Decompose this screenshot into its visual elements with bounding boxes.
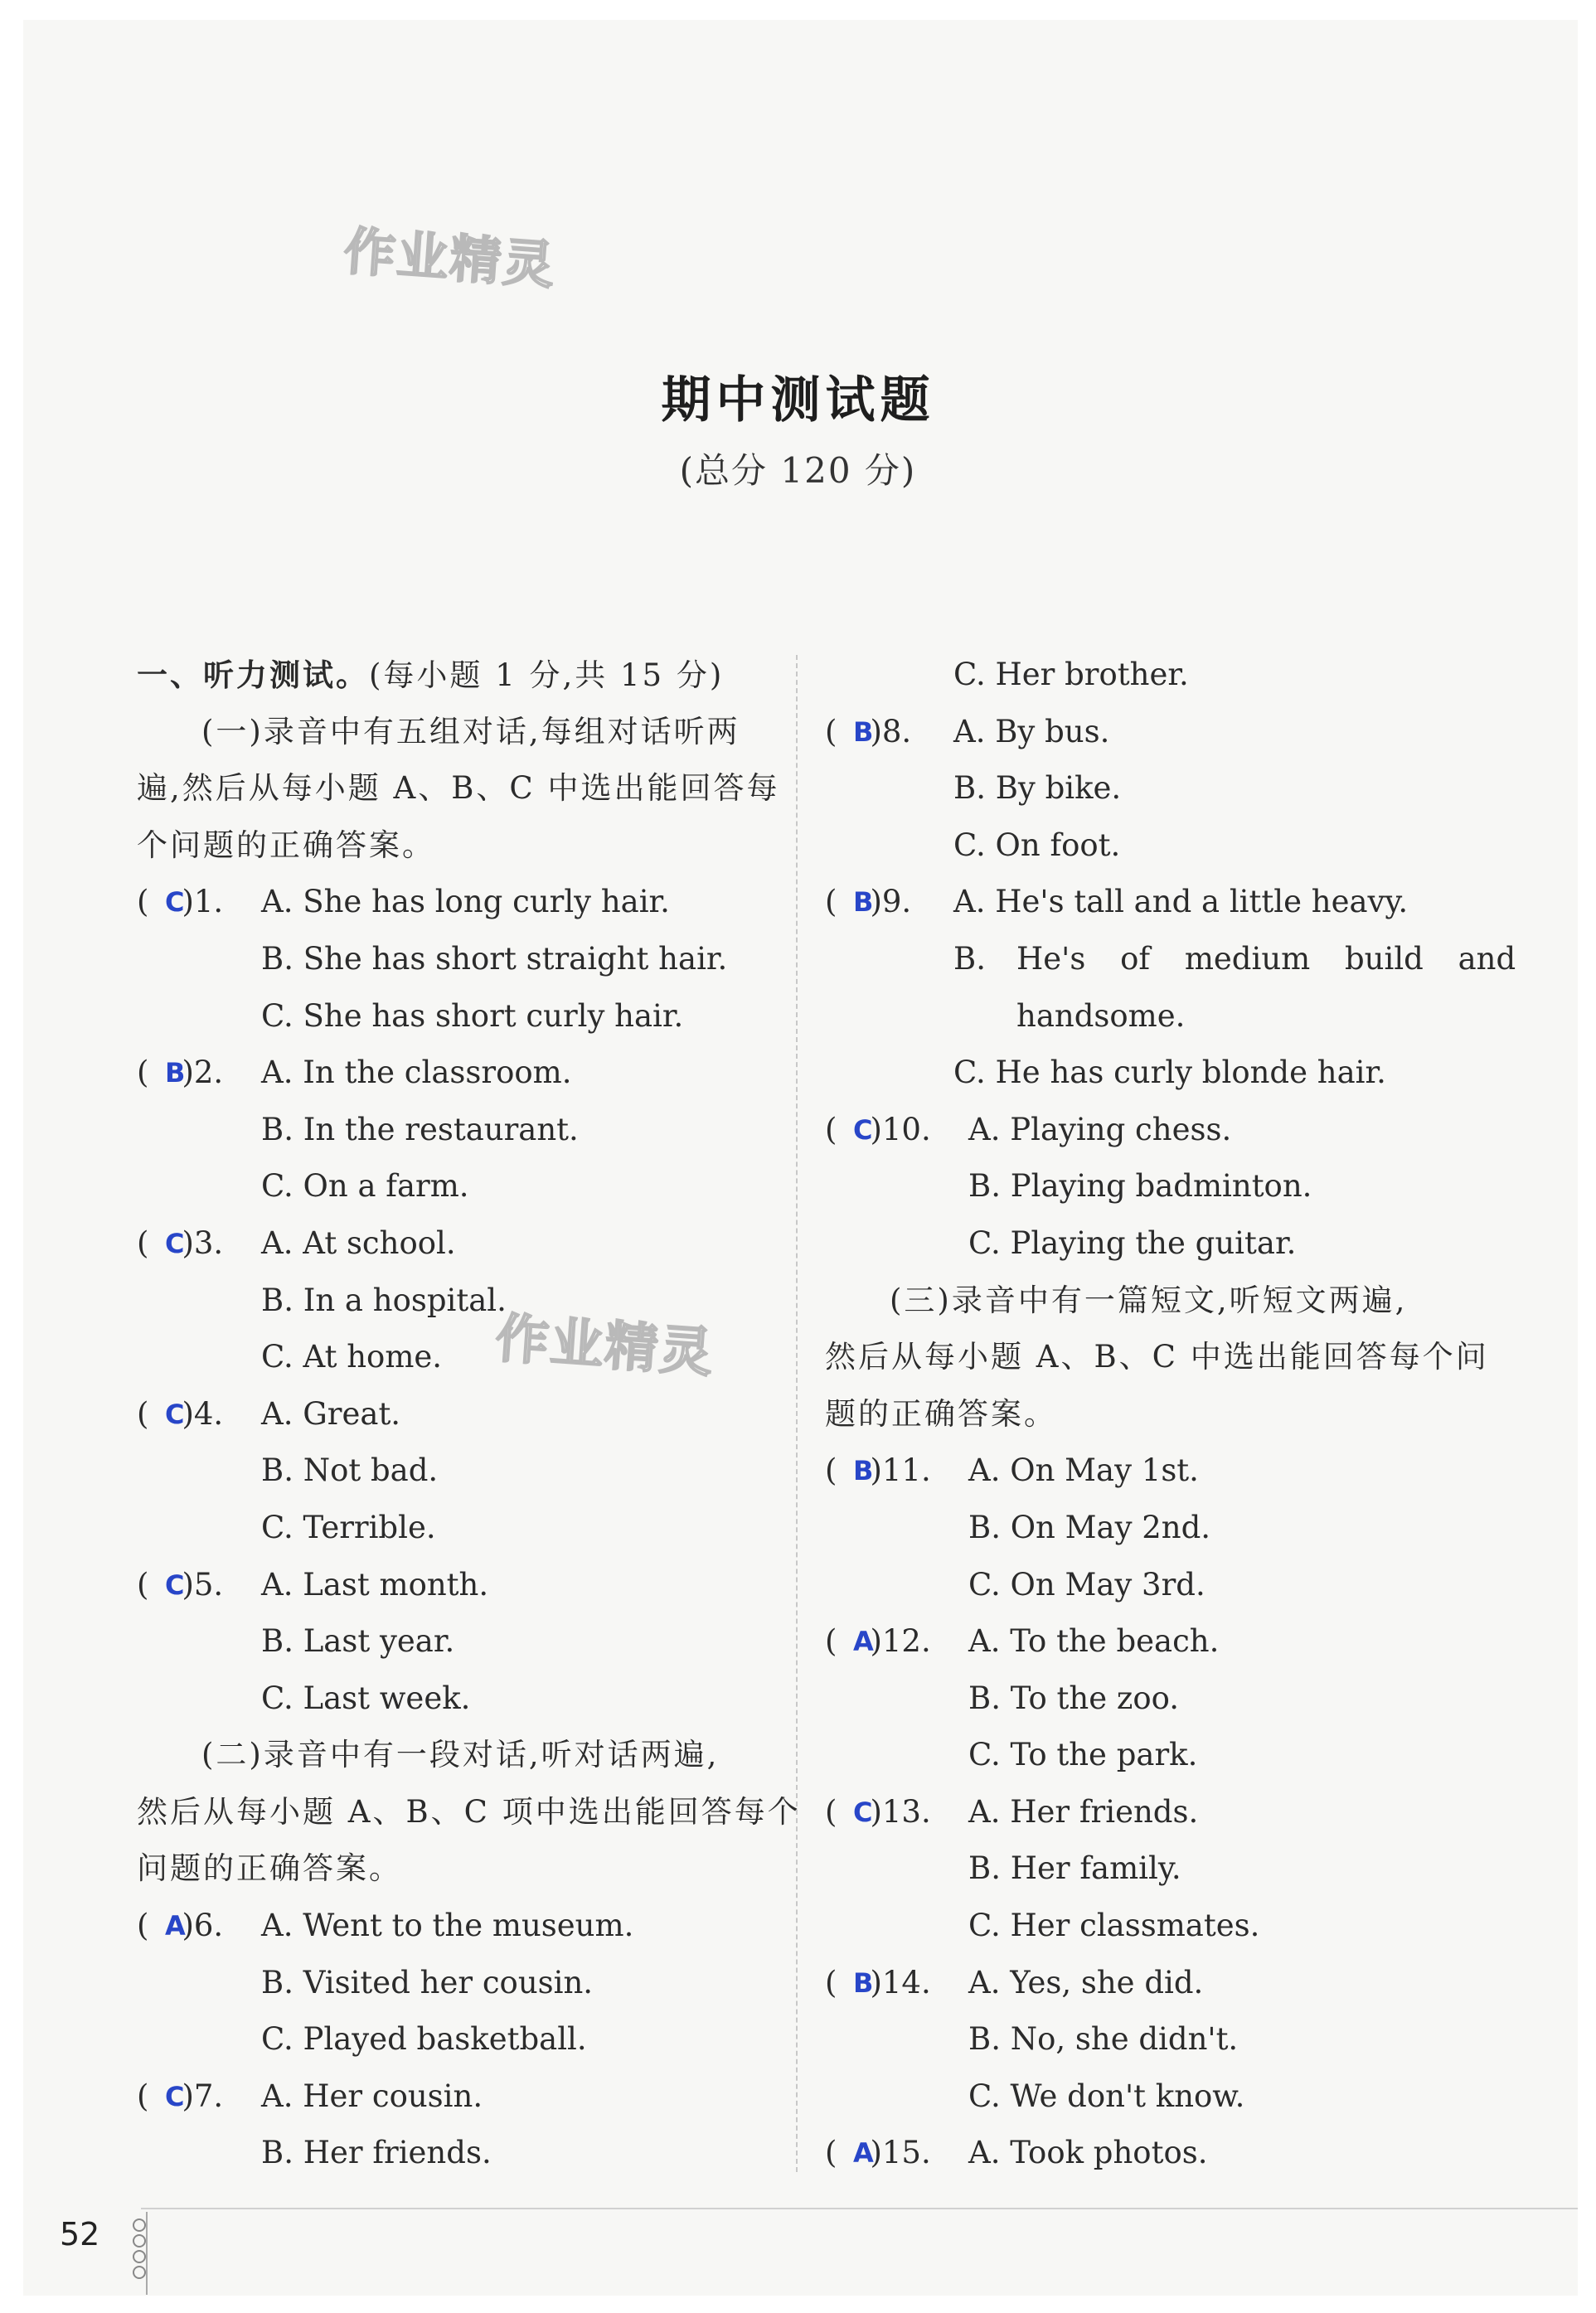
answer-paren: ( [137,1566,149,1603]
page-title: 期中测试题 [661,371,935,429]
ring-icon [133,2234,146,2248]
part1-intro-line: 遍,然后从每小题 A、B、C 中选出能回答每 [137,770,780,807]
option-row [137,1273,775,1330]
option-row [825,2068,1455,2126]
ring-icon [133,2218,146,2232]
answer-paren: ) [870,1793,882,1830]
option-row [825,1898,1455,1955]
part3-intro-line: 然后从每小题 A、B、C 中选出能回答每个问 [825,1339,1489,1375]
question-row [825,2125,1455,2182]
option-b: B. No, she didn't. [968,2021,1239,2058]
question-number: 1. [193,884,224,920]
answer-mark: C [165,886,185,919]
binding-rings [133,2218,148,2281]
option-b: B. She has short straight hair. [261,940,728,977]
option-a: A. On May 1st. [968,1452,1199,1489]
left-column [137,647,801,2182]
question-number: 9. [881,884,912,920]
option-b: B. In the restaurant. [261,1111,579,1147]
right-column [825,647,1516,2182]
question-number: 10. [881,1111,931,1147]
question-number: 12. [881,1623,931,1660]
option-c: C. Her brother. [953,657,1189,692]
answer-paren: ) [870,1452,882,1489]
answer-mark: B [853,1455,874,1487]
option-a: A. He's tall and a little heavy. [953,884,1409,920]
watermark-logo: 作业精灵 [342,221,558,296]
option-row [825,1670,1455,1728]
option-b: B. Last year. [261,1623,455,1660]
ring-icon [133,2266,146,2279]
answer-paren: ( [137,2078,149,2114]
question-number: 13. [881,1793,931,1830]
answer-paren: ) [182,1908,194,1944]
answer-mark: C [853,1796,873,1828]
part3-intro-line: 题的正确答案。 [825,1395,1057,1432]
option-b-text: He's of medium build and [1016,940,1516,977]
option-row [825,1158,1455,1215]
part3-intro-line: (三)录音中有一篇短文,听短文两遍, [890,1282,1408,1318]
option-row [825,1500,1455,1557]
answer-paren: ) [182,1395,194,1432]
option-row [825,760,1455,817]
option-c: C. Playing the guitar. [968,1224,1297,1261]
part1-intro-line: 个问题的正确答案。 [137,827,435,863]
option-a: A. In the classroom. [261,1055,572,1091]
answer-paren: ( [825,713,837,749]
option-a: A. Playing chess. [968,1111,1232,1147]
answer-paren: ( [137,884,149,920]
question-number: 7. [193,2078,224,2114]
option-c: C. He has curly blonde hair. [953,1055,1386,1091]
option-row [825,1045,1455,1102]
option-row [825,988,1455,1045]
page-number: 52 [60,2216,100,2252]
option-a: A. Last month. [261,1566,489,1603]
question-number: 14. [881,1964,931,2000]
question-row [137,1898,775,1955]
column-divider [796,655,798,2172]
option-a: A. At school. [261,1224,456,1261]
question-row [825,1784,1455,1841]
option-c: C. Played basketball. [261,2021,587,2058]
question-row [825,1102,1455,1159]
answer-paren: ( [137,1908,149,1944]
answer-paren: ) [182,2078,194,2114]
option-a: A. Took photos. [968,2135,1208,2171]
option-row [825,931,1516,988]
option-row [825,1727,1455,1784]
option-row [137,931,775,988]
answer-mark: B [853,715,874,748]
answer-paren: ( [825,1964,837,2000]
answer-mark: A [165,1910,186,1942]
option-row [825,1215,1455,1273]
answer-mark: C [165,1569,185,1601]
option-c: C. On a farm. [261,1168,469,1205]
question-row [137,874,775,931]
option-a: A. Went to the museum. [261,1908,634,1944]
option-a: A. Her cousin. [261,2078,483,2114]
option-b: B. Not bad. [261,1452,439,1489]
option-b: B. In a hospital. [261,1282,507,1318]
option-b: B. [953,940,986,977]
option-b: B. Visited her cousin. [261,1964,594,2000]
option-row [825,2011,1455,2068]
option-a: A. To the beach. [968,1623,1220,1660]
option-row [137,2011,775,2068]
option-row [825,647,1455,704]
question-row [137,1386,775,1443]
question-row [825,874,1455,931]
option-b: B. Playing badminton. [968,1168,1312,1205]
question-row [137,1215,775,1273]
option-a: A. Great. [261,1395,401,1432]
answer-paren: ) [182,884,194,920]
option-row [137,1955,775,2012]
question-row [825,1613,1455,1670]
option-c: C. Terrible. [261,1509,436,1545]
watermark-logo: 作业精灵 [493,1307,716,1385]
answer-paren: ( [825,1623,837,1660]
option-a: A. Yes, she did. [968,1964,1204,2000]
option-a: A. She has long curly hair. [261,884,670,920]
answer-mark: B [853,1966,874,1999]
answer-mark: C [165,2080,185,2112]
question-row [825,1955,1455,2012]
answer-paren: ) [182,1224,194,1261]
answer-paren: ) [870,884,882,920]
answer-paren: ( [137,1395,149,1432]
question-number: 2. [193,1055,224,1091]
option-c: C. At home. [261,1339,443,1375]
part2-intro-line: (二)录音中有一段对话,听对话两遍, [201,1737,720,1773]
question-number: 8. [881,713,912,749]
answer-mark: B [853,886,874,919]
answer-paren: ) [870,713,882,749]
section-heading-note: (每小题 1 分,共 15 分) [369,657,725,693]
question-row [825,1443,1455,1500]
option-b: B. Her family. [968,1850,1181,1887]
answer-paren: ( [825,1793,837,1830]
option-b: B. Her friends. [261,2135,492,2171]
answer-mark: C [165,1398,185,1430]
question-number: 4. [193,1395,224,1432]
option-b: B. On May 2nd. [968,1509,1211,1545]
option-b-continued: handsome. [1016,997,1186,1034]
answer-paren: ( [825,2135,837,2171]
answer-mark: C [165,1227,185,1259]
question-row [137,1557,775,1614]
answer-paren: ) [870,1964,882,2000]
option-row [137,1500,775,1557]
answer-paren: ) [182,1566,194,1603]
answer-mark: B [165,1057,186,1089]
answer-paren: ( [825,1452,837,1489]
question-row [825,704,1455,761]
option-c: C. To the park. [968,1737,1198,1773]
option-row [137,1670,775,1728]
option-row [825,1840,1455,1898]
answer-paren: ) [870,1111,882,1147]
option-c: C. Last week. [261,1680,471,1716]
option-b: B. To the zoo. [968,1680,1180,1716]
footer-rule [141,2208,1578,2209]
answer-mark: A [853,1626,874,1658]
option-c: C. We don't know. [968,2078,1245,2114]
answer-paren: ) [870,1623,882,1660]
answer-mark: C [853,1113,873,1146]
option-row [137,1158,775,1215]
question-number: 5. [193,1566,224,1603]
answer-mark: A [853,2137,874,2170]
answer-paren: ( [137,1224,149,1261]
option-row [137,2125,775,2182]
option-row [825,817,1455,875]
answer-paren: ) [182,1055,194,1091]
answer-paren: ( [825,884,837,920]
option-b: B. By bike. [953,770,1122,807]
option-row [825,1557,1455,1614]
section-heading [137,647,775,704]
question-number: 6. [193,1908,224,1944]
section-heading-label: 一、听力测试。 [137,657,369,693]
answer-paren: ) [870,2135,882,2171]
part2-intro-line: 然后从每小题 A、B、C 项中选出能回答每个 [137,1793,801,1830]
option-row [137,1443,775,1500]
answer-paren: ( [825,1111,837,1147]
option-a: A. By bus. [953,713,1110,749]
option-a: A. Her friends. [968,1793,1199,1830]
option-c: C. On foot. [953,827,1121,863]
part2-intro-line: 问题的正确答案。 [137,1850,402,1887]
option-row [137,1329,775,1386]
question-row [137,2068,775,2126]
option-c: C. She has short curly hair. [261,997,684,1034]
question-number: 3. [193,1224,224,1261]
question-number: 15. [881,2135,931,2171]
option-c: C. Her classmates. [968,1908,1260,1944]
ring-icon [133,2250,146,2263]
option-row [137,1102,775,1159]
part1-intro-line: (一)录音中有五组对话,每组对话听两 [201,713,740,749]
question-row [137,1045,775,1102]
option-row [137,1613,775,1670]
option-c: C. On May 3rd. [968,1566,1205,1603]
question-number: 11. [881,1452,931,1489]
answer-paren: ( [137,1055,149,1091]
page-subtitle: (总分 120 分) [679,450,917,491]
option-row [137,988,775,1045]
